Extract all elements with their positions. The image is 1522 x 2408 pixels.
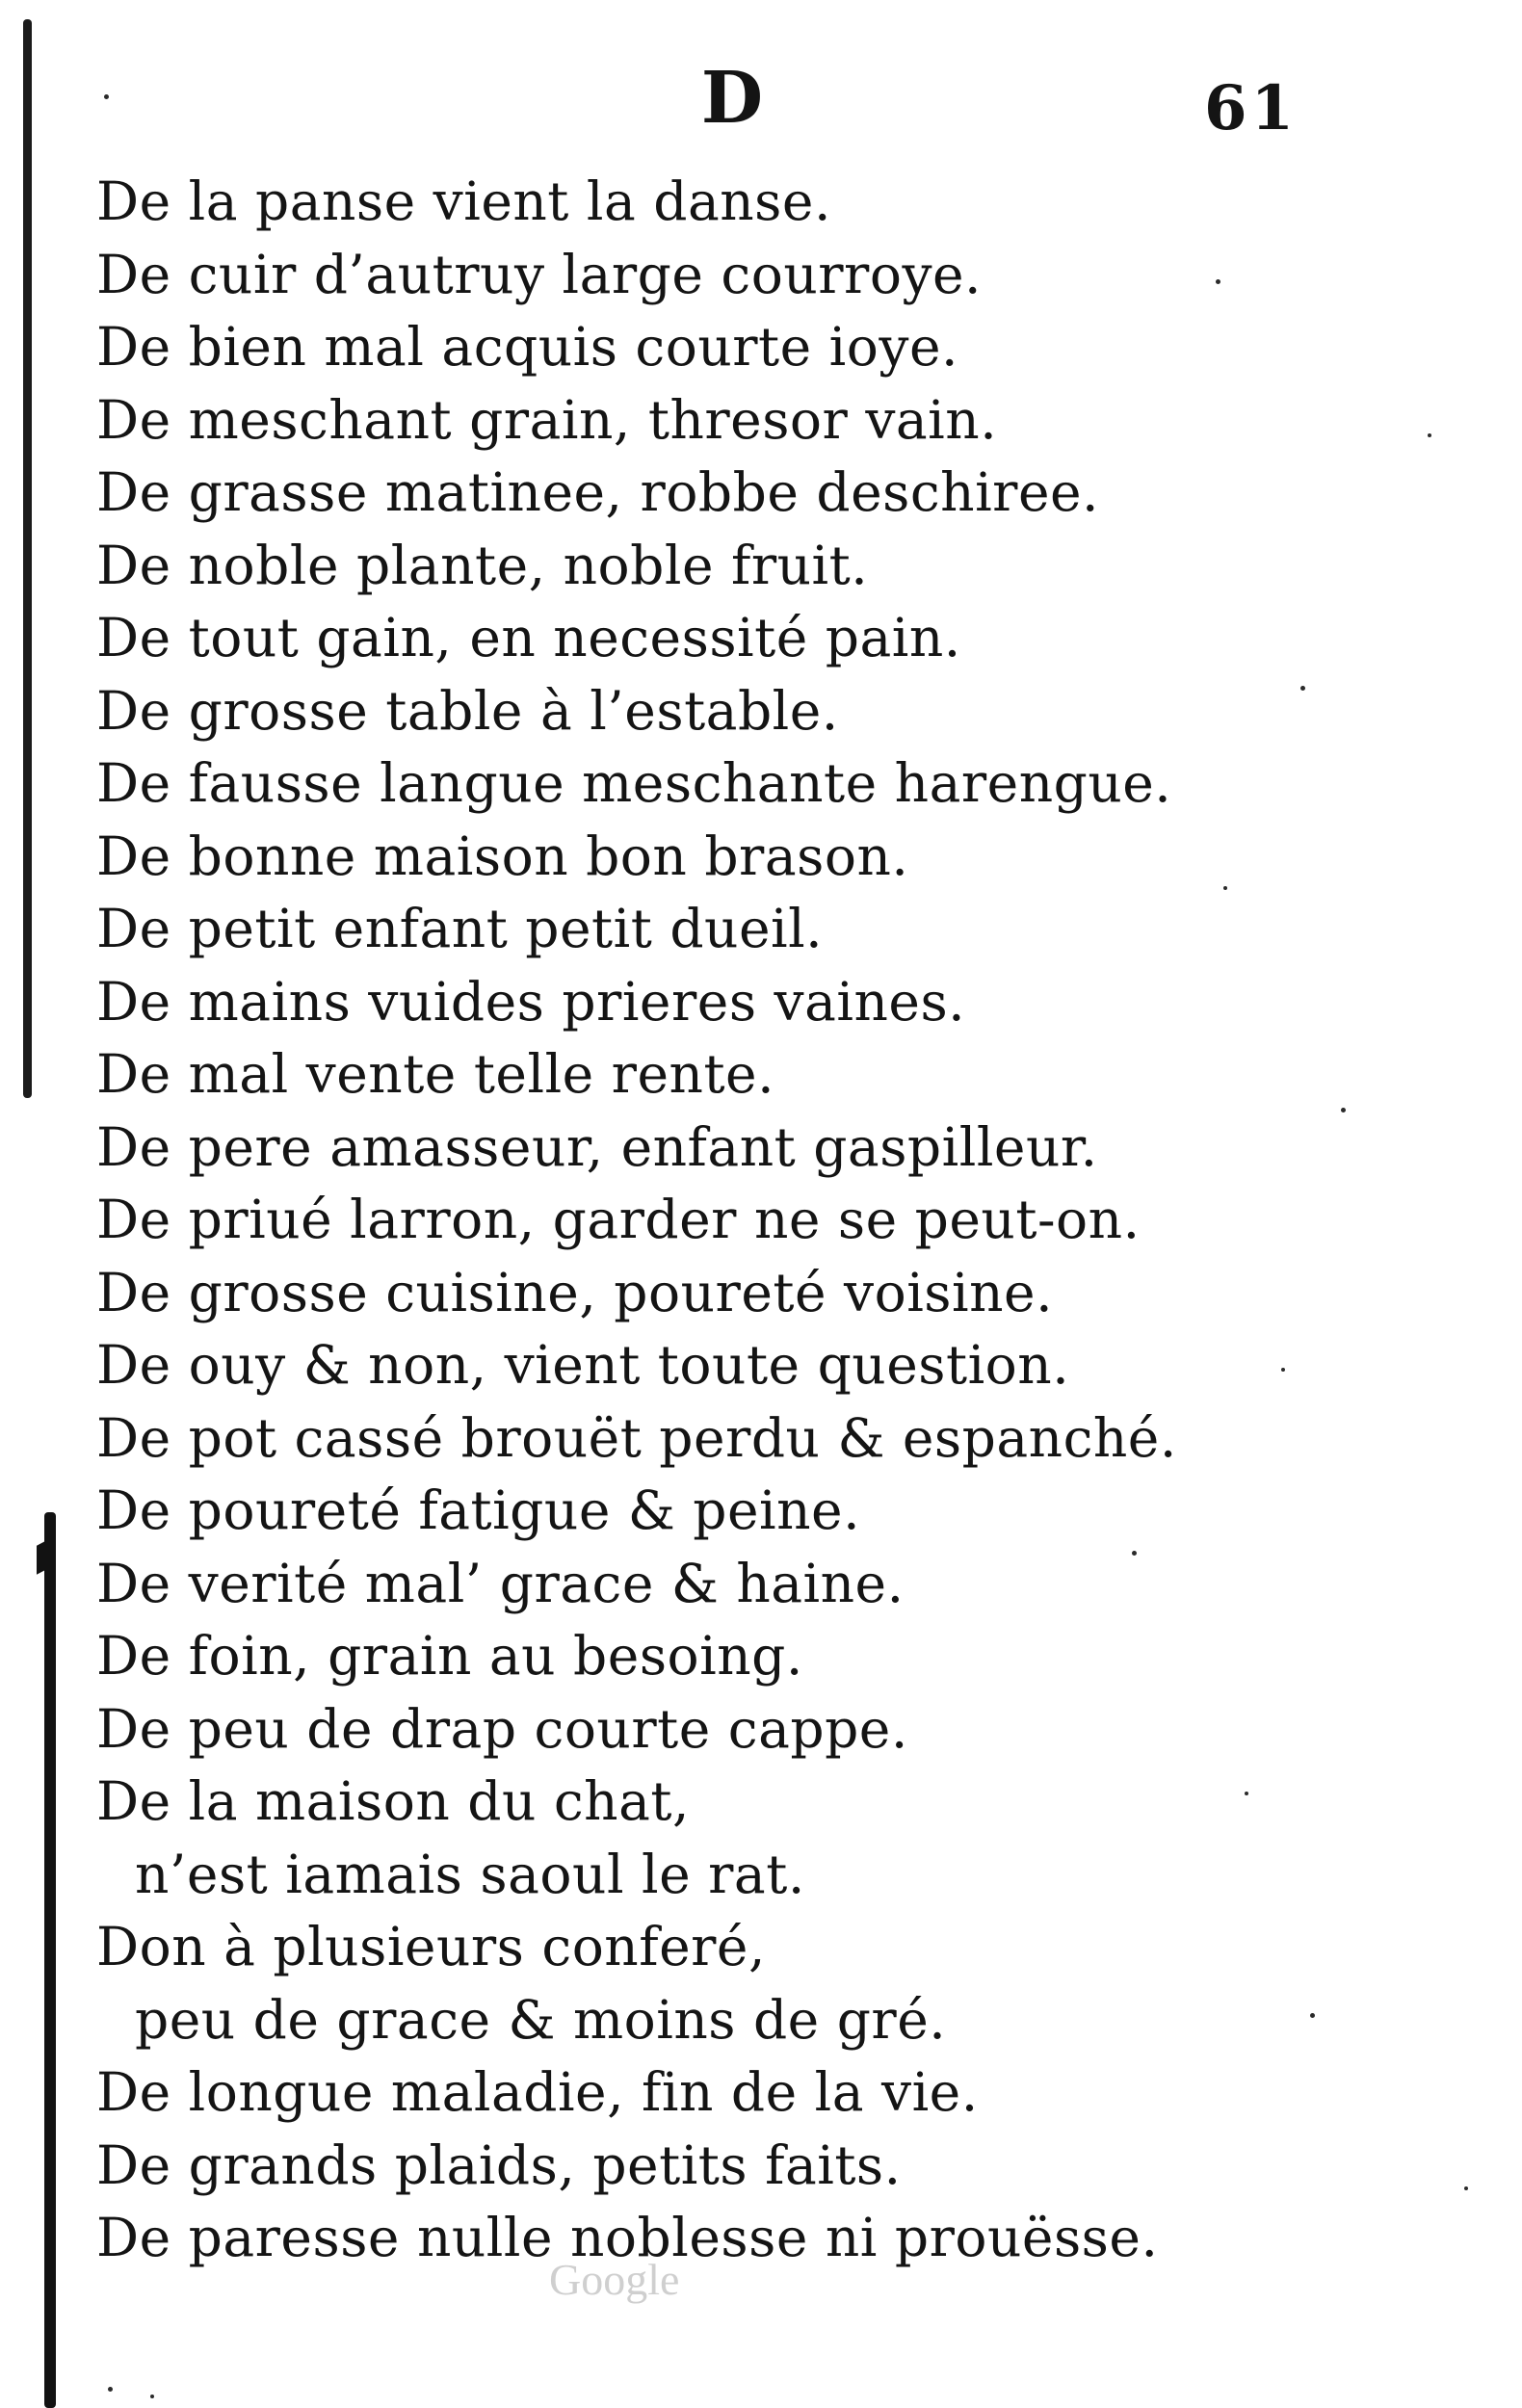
- proverb-line: De ouy & non, vient toute question.: [96, 1334, 1070, 1396]
- binding-edge-top: [23, 19, 32, 1098]
- proverb-line: De poureté fatigue & peine.: [96, 1479, 861, 1541]
- proverb-line: De longue maladie, fin de la vie.: [96, 2061, 979, 2123]
- print-speck: [1341, 1108, 1346, 1112]
- proverb-line: De pere amasseur, enfant gaspilleur.: [96, 1115, 1098, 1178]
- proverb-line: De petit enfant petit dueil.: [96, 898, 824, 959]
- proverb-line: De verité mal’ grace & haine.: [96, 1552, 905, 1614]
- proverb-line: De cuir d’autruy large courroye.: [96, 243, 983, 305]
- print-speck: [1216, 279, 1220, 284]
- print-speck: [1132, 1551, 1137, 1556]
- proverb-line: De meschant grain, thresor vain.: [96, 388, 998, 451]
- proverb-line: De noble plante, noble fruit.: [96, 534, 869, 596]
- print-speck: [150, 2395, 154, 2398]
- proverb-line: De fausse langue meschante harengue.: [96, 752, 1172, 814]
- section-letter: D: [700, 57, 764, 140]
- proverb-line: De priué larron, garder ne se peut-on.: [96, 1189, 1141, 1250]
- proverb-line: De grands plaids, petits faits.: [96, 2133, 902, 2196]
- proverb-line: Don à plusieurs conferé,: [96, 1916, 766, 1977]
- proverb-line: De la panse vient la danse.: [96, 170, 831, 232]
- proverb-line: De grosse table à l’establе.: [96, 679, 839, 742]
- proverb-line: De paresse nulle noblesse ni prouësse.: [96, 2207, 1159, 2268]
- proverb-line: De mal vente telle rente.: [96, 1043, 775, 1105]
- proverb-line: De bonne maison bon brason.: [96, 824, 909, 887]
- binding-edge-bottom: [44, 1512, 56, 2408]
- proverb-line: De mains vuides prieres vaines.: [96, 970, 966, 1033]
- print-speck: [1223, 886, 1227, 890]
- proverb-line: De peu de drap courte cappe.: [96, 1697, 908, 1760]
- proverb-line: De bien mal acquis courte ioye.: [96, 316, 958, 378]
- print-speck: [1300, 686, 1305, 691]
- print-speck: [104, 94, 109, 99]
- print-speck: [108, 2387, 113, 2392]
- proverb-line: De grasse matinee, robbe deschiree.: [96, 461, 1100, 523]
- proverb-line: De pot cassé brouët perdu & espanché.: [96, 1406, 1177, 1469]
- proverb-list: [96, 166, 1406, 2352]
- proverb-line: De grosse cuisine, poureté voisine.: [96, 1261, 1054, 1323]
- proverb-line-continuation: n’est iamais saoul le rat.: [135, 1843, 805, 1905]
- page-number: 61: [1204, 72, 1299, 144]
- print-speck: [1428, 433, 1431, 437]
- proverb-line: De la maison du chat,: [96, 1770, 690, 1832]
- print-speck: [1245, 1792, 1248, 1795]
- print-speck: [1310, 2013, 1315, 2018]
- google-watermark: Google: [549, 2255, 680, 2304]
- proverb-line: De foin, grain au besoing.: [96, 1625, 803, 1687]
- proverb-line-continuation: peu de grace & moins de gré.: [135, 1988, 947, 2051]
- print-speck: [1281, 1368, 1285, 1372]
- proverb-line: De tout gain, en necessité pain.: [96, 607, 961, 668]
- print-speck: [1464, 2186, 1468, 2190]
